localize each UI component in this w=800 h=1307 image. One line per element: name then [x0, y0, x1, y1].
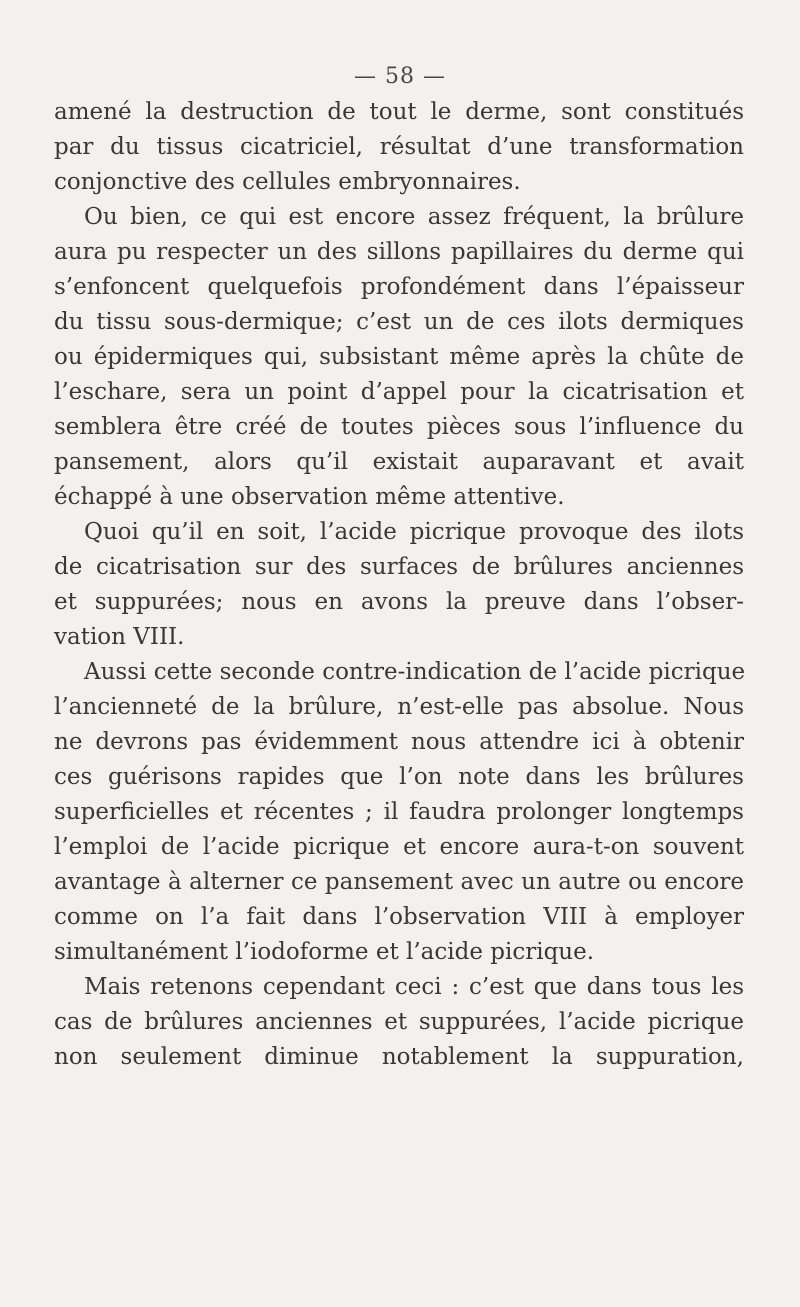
text-line: ces guérisons rapides que l’on note dans les brûlures: [54, 764, 744, 790]
text-line: par du tissus cicatriciel, résultat d’une transformation: [54, 134, 744, 160]
text-line: pansement, alors qu’il existait auparavant et avait: [54, 449, 744, 475]
text-line: amené la destruction de tout le derme, sont constitués: [54, 99, 744, 125]
text-line: semblera être créé de toutes pièces sous l’influence du: [54, 414, 744, 440]
text-line: et suppurées; nous en avons la preuve dans l’obser-: [54, 589, 744, 615]
page-number: — 58 —: [354, 64, 446, 89]
text-line: simultanément l’iodoforme et l’acide picrique.: [54, 939, 595, 965]
text-line: comme on l’a fait dans l’observation VIII à employer: [54, 904, 744, 930]
text-line: du tissu sous-dermique; c’est un de ces ilots dermiques: [54, 309, 744, 335]
text-line: de cicatrisation sur des surfaces de brûlures anciennes: [54, 554, 744, 580]
text-line: non seulement diminue notablement la suppuration,: [54, 1044, 744, 1070]
text-line: avantage à alterner ce pansement avec un autre ou encore: [54, 869, 744, 895]
text-line: Aussi cette seconde contre-indication de l’acide picrique: [84, 659, 746, 685]
text-line: conjonctive des cellules embryonnaires.: [54, 169, 521, 195]
text-line: ne devrons pas évidemment nous attendre ici à obtenir: [54, 729, 744, 755]
text-line: aura pu respecter un des sillons papillaires du derme qui: [54, 239, 744, 265]
text-line: l’ancienneté de la brûlure, n’est-elle pas absolue. Nous: [54, 694, 744, 720]
text-line: échappé à une observation même attentive.: [54, 484, 565, 510]
text-line: ou épidermiques qui, subsistant même après la chûte de: [54, 344, 744, 370]
text-line: Quoi qu’il en soit, l’acide picrique provoque des ilots: [84, 519, 744, 545]
text-line: Ou bien, ce qui est encore assez fréquent, la brûlure: [84, 204, 744, 230]
text-line: l’eschare, sera un point d’appel pour la cicatrisation et: [54, 379, 744, 405]
text-line: vation VIII.: [54, 624, 185, 650]
text-line: cas de brûlures anciennes et suppurées, l’acide picrique: [54, 1009, 744, 1035]
text-line: Mais retenons cependant ceci : c’est que dans tous les: [84, 974, 744, 1000]
text-line: s’enfoncent quelquefois profondément dans l’épaisseur: [54, 274, 744, 300]
text-line: l’emploi de l’acide picrique et encore aura-t-on souvent: [54, 834, 744, 860]
text-line: superficielles et récentes ; il faudra prolonger longtemps: [54, 799, 744, 825]
